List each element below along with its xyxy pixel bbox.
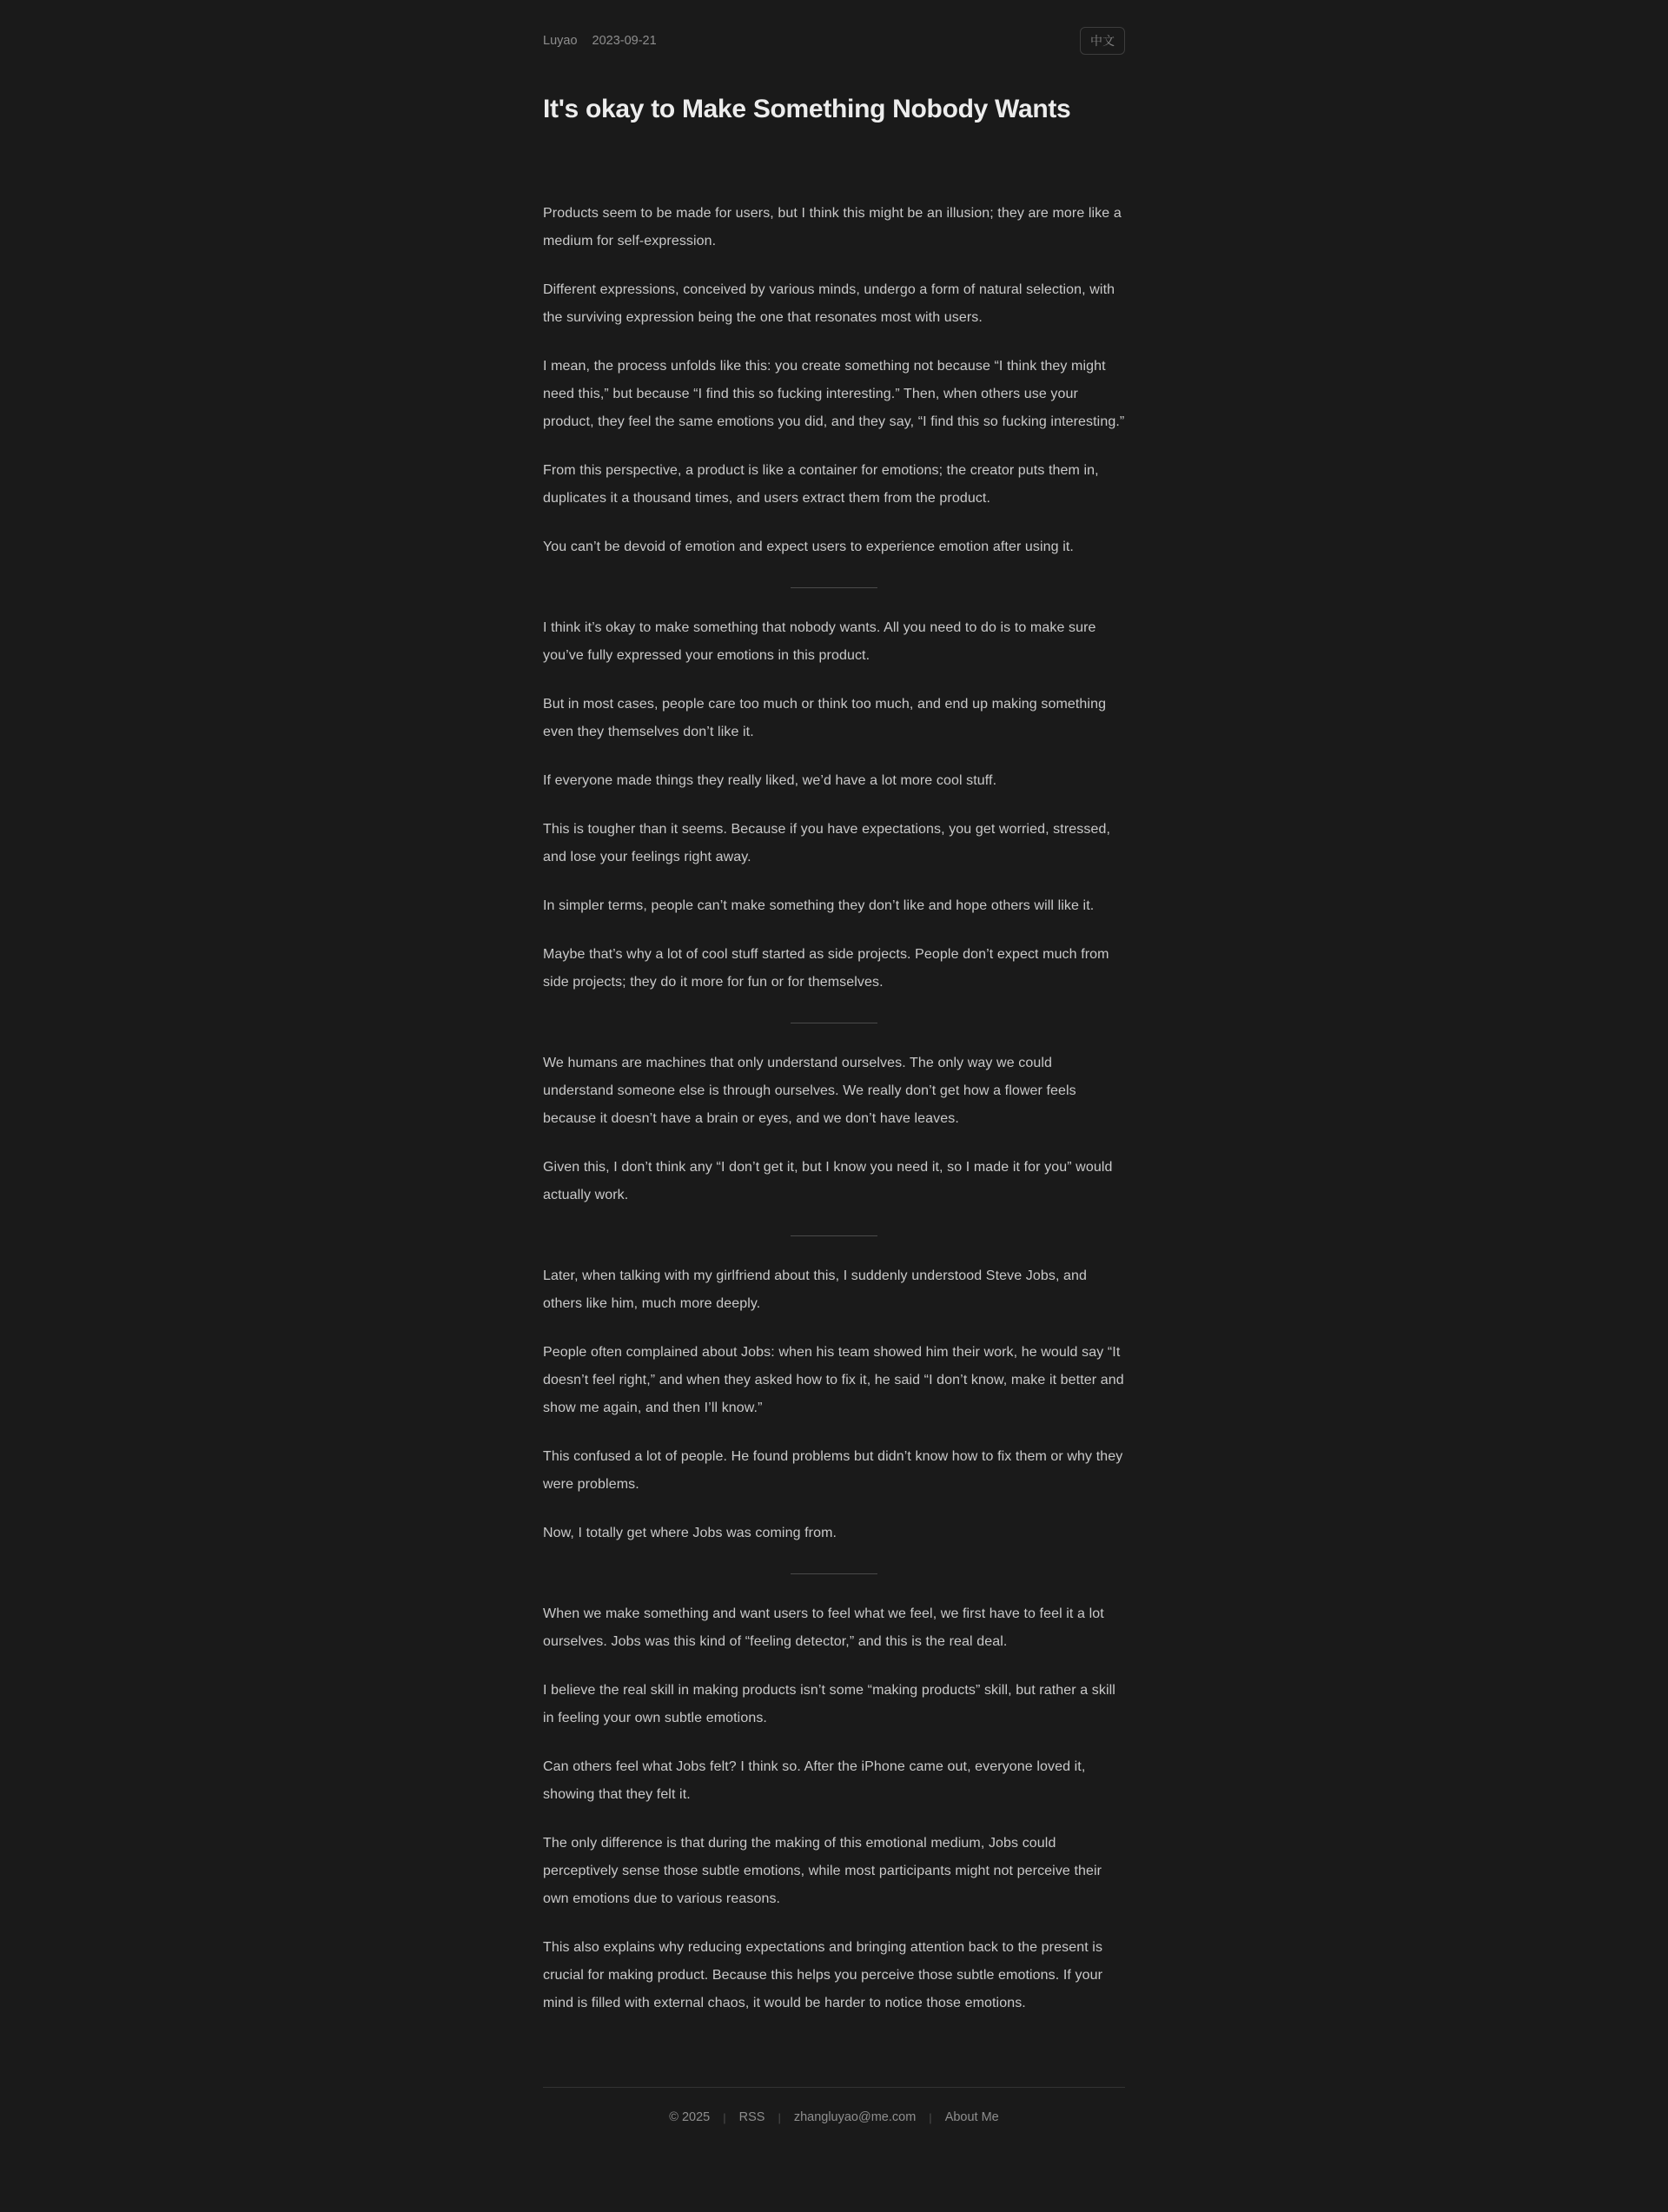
paragraph: I believe the real skill in making products isn’t some “making products” skill, but rather a skill in feeling your own subtle emotions. — [543, 1683, 1115, 1725]
paragraph: You can’t be devoid of emotion and expect users to experience emotion after using it. — [543, 540, 1074, 554]
about-me-link[interactable]: About Me — [944, 2110, 999, 2124]
paragraph: From this perspective, a product is like a container for emotions; the creator puts them in, duplicates it a thousand times, and users extract them from the product. — [543, 463, 1099, 506]
paragraph: Products seem to be made for users, but I think this might be an illusion; they are more like a medium for self-expression. — [543, 206, 1122, 248]
rss-link[interactable]: RSS — [738, 2110, 765, 2124]
paragraph: This confused a lot of people. He found problems but didn’t know how to fix them or why they were problems. — [543, 1449, 1123, 1492]
author-name[interactable]: Luyao — [543, 33, 578, 48]
post-header — [543, 26, 1125, 56]
paragraph: In simpler terms, people can’t make something they don’t like and hope others will like it. — [543, 898, 1095, 913]
post-title: It's okay to Make Something Nobody Wants — [543, 95, 1071, 123]
paragraph: We humans are machines that only understand ourselves. The only way we could understand someone else is through ourselves. We really don’t get how a flower feels because it doesn’t have a brain or eyes, and we don’t have leaves. — [543, 1056, 1076, 1126]
paragraph: When we make something and want users to feel what we feel, we first have to feel it a lot ourselves. Jobs was this kind of “feeling detector,” and this is the real deal. — [543, 1606, 1104, 1649]
section-divider — [791, 1235, 877, 1236]
site-footer — [543, 2087, 1125, 2168]
post-meta — [543, 35, 657, 48]
paragraph: But in most cases, people care too much or think too much, and end up making something even they themselves don’t like it. — [543, 697, 1107, 739]
paragraph: Maybe that’s why a lot of cool stuff started as side projects. People don’t expect much from side projects; they do it more for fun or for themselves. — [543, 947, 1109, 990]
paragraph: This also explains why reducing expectations and bringing attention back to the present is crucial for making product. Because this helps you perceive those subtle emotions. If your mind is filled with external chaos, it would be harder to notice those emotions. — [543, 1940, 1103, 2010]
paragraph: Now, I totally get where Jobs was coming from. — [543, 1526, 837, 1540]
email-link[interactable]: zhangluyao@me.com — [793, 2110, 917, 2124]
copyright-text: © 2025 — [669, 2110, 711, 2124]
post-body — [543, 200, 1125, 2017]
paragraph: Can others feel what Jobs felt? I think so. After the iPhone came out, everyone loved it, showing that they felt it. — [543, 1759, 1086, 1802]
paragraph: If everyone made things they really liked, we’d have a lot more cool stuff. — [543, 773, 997, 788]
paragraph: I think it’s okay to make something that nobody wants. All you need to do is to make sure you’ve fully expressed your emotions in this product. — [543, 620, 1096, 663]
paragraph: Given this, I don’t think any “I don’t get it, but I know you need it, so I made it for you” would actually work. — [543, 1160, 1113, 1202]
section-divider — [791, 1573, 877, 1574]
paragraph: This is tougher than it seems. Because if you have expectations, you get worried, stressed, and lose your feelings right away. — [543, 822, 1110, 864]
footer-separator: | — [778, 2110, 781, 2124]
footer-separator: | — [929, 2110, 932, 2124]
paragraph: Later, when talking with my girlfriend about this, I suddenly understood Steve Jobs, and others like him, much more deeply. — [543, 1268, 1088, 1311]
section-divider — [791, 587, 877, 588]
paragraph: I mean, the process unfolds like this: you create something not because “I think they might need this,” but because “I find this so fucking interesting.” Then, when others use your product, they feel the same emotions you did, and they say, “I find this so fucking interesting.” — [543, 359, 1125, 429]
language-toggle-button[interactable]: 中文 — [1080, 27, 1125, 55]
paragraph: People often complained about Jobs: when his team showed him their work, he would say “It doesn’t feel right,” and when they asked how to fix it, he said “I don’t know, make it better and show me again, and then I’ll know.” — [543, 1345, 1124, 1415]
paragraph: The only difference is that during the making of this emotional medium, Jobs could perceptively sense those subtle emotions, while most participants might not perceive their own emotions due to various reasons. — [543, 1836, 1102, 1906]
paragraph: Different expressions, conceived by various minds, undergo a form of natural selection, with the surviving expression being the one that resonates most with users. — [543, 282, 1115, 325]
footer-separator: | — [723, 2110, 726, 2124]
content-column — [543, 0, 1125, 2168]
post-date: 2023-09-21 — [592, 33, 657, 48]
